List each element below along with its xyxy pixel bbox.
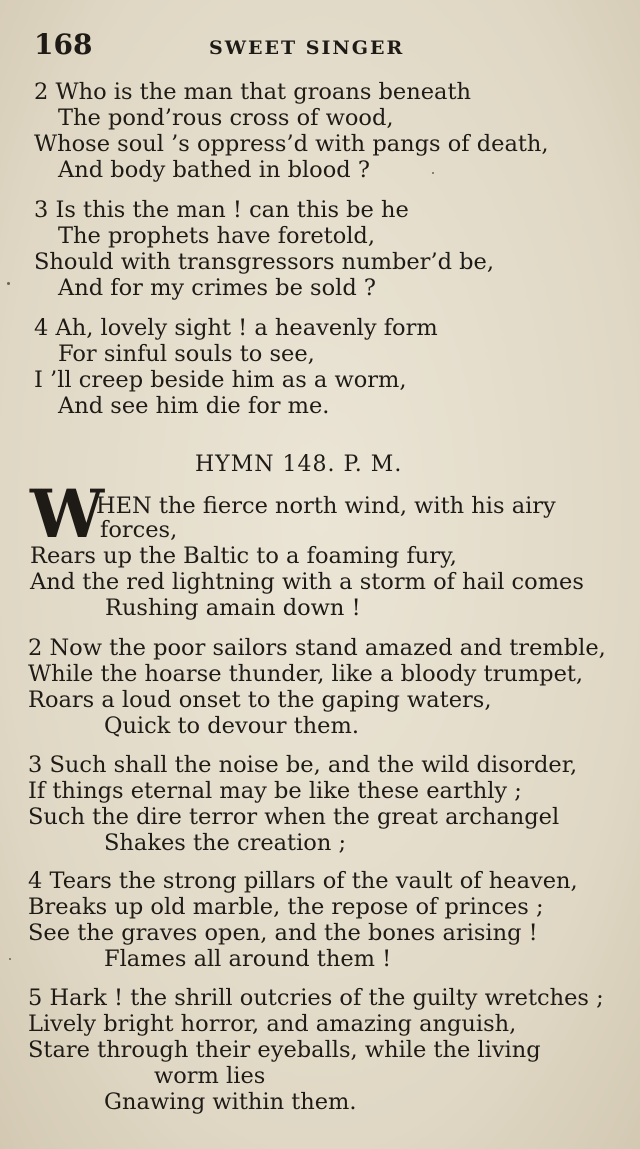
verse-line: 4 Tears the strong pillars of the vault of heaven, [28, 868, 578, 894]
paper-speck [432, 172, 434, 174]
verse-line: 3 Such shall the noise be, and the wild disorder, [28, 752, 578, 778]
paper-speck [9, 958, 11, 960]
verse-line: Rushing amain down ! [105, 595, 361, 621]
verse-line: If things eternal may be like these earthly ; [28, 778, 522, 804]
verse-line: And body bathed in blood ? [58, 157, 370, 183]
page-number: 168 [34, 28, 93, 61]
verse-line: 4 Ah, lovely sight ! a heavenly form [34, 315, 438, 341]
verse-line: 2 Now the poor sailors stand amazed and tremble, [28, 635, 606, 661]
verse-line: Should with transgressors number’d be, [34, 249, 495, 275]
page-header [0, 28, 640, 68]
verse-line: HEN the fierce north wind, with his airy [96, 493, 556, 519]
verse-line: The prophets have foretold, [58, 223, 375, 249]
verse-line: Breaks up old marble, the repose of princes ; [28, 894, 544, 920]
hymn-title: HYMN 148. P. M. [195, 452, 403, 477]
verse-line: Lively bright horror, and amazing anguish, [28, 1011, 517, 1037]
verse-line: Flames all around them ! [104, 946, 392, 972]
verse-line: Gnawing within them. [104, 1089, 357, 1115]
verse-line: For sinful souls to see, [58, 341, 315, 367]
verse-line: While the hoarse thunder, like a bloody trumpet, [28, 661, 584, 687]
verse-line: 2 Who is the man that groans beneath [34, 79, 471, 105]
verse-line: Stare through their eyeballs, while the living [28, 1037, 541, 1063]
verse-line: Shakes the creation ; [104, 830, 347, 856]
verse-line: Roars a loud onset to the gaping waters, [28, 687, 492, 713]
verse-line: I ’ll creep beside him as a worm, [34, 367, 407, 393]
verse-line: Whose soul ’s oppress’d with pangs of death, [34, 131, 549, 157]
verse-line: And see him die for me. [58, 393, 330, 419]
verse-line: Quick to devour them. [104, 713, 359, 739]
verse-line: See the graves open, and the bones arising ! [28, 920, 538, 946]
verse-line: And the red lightning with a storm of hail comes [30, 569, 584, 595]
verse-line: Rears up the Baltic to a foaming fury, [30, 543, 457, 569]
drop-cap: W [30, 475, 105, 553]
verse-line: forces, [100, 517, 178, 543]
verse-line: The pond’rous cross of wood, [58, 105, 394, 131]
running-title: SWEET SINGER [209, 37, 405, 59]
paper-speck [7, 282, 10, 285]
verse-line: 5 Hark ! the shrill outcries of the guilty wretches ; [28, 985, 604, 1011]
verse-line: 3 Is this the man ! can this be he [34, 197, 409, 223]
verse-line: Such the dire terror when the great archangel [28, 804, 560, 830]
verse-line: worm lies [154, 1063, 266, 1089]
verse-line: And for my crimes be sold ? [58, 275, 376, 301]
